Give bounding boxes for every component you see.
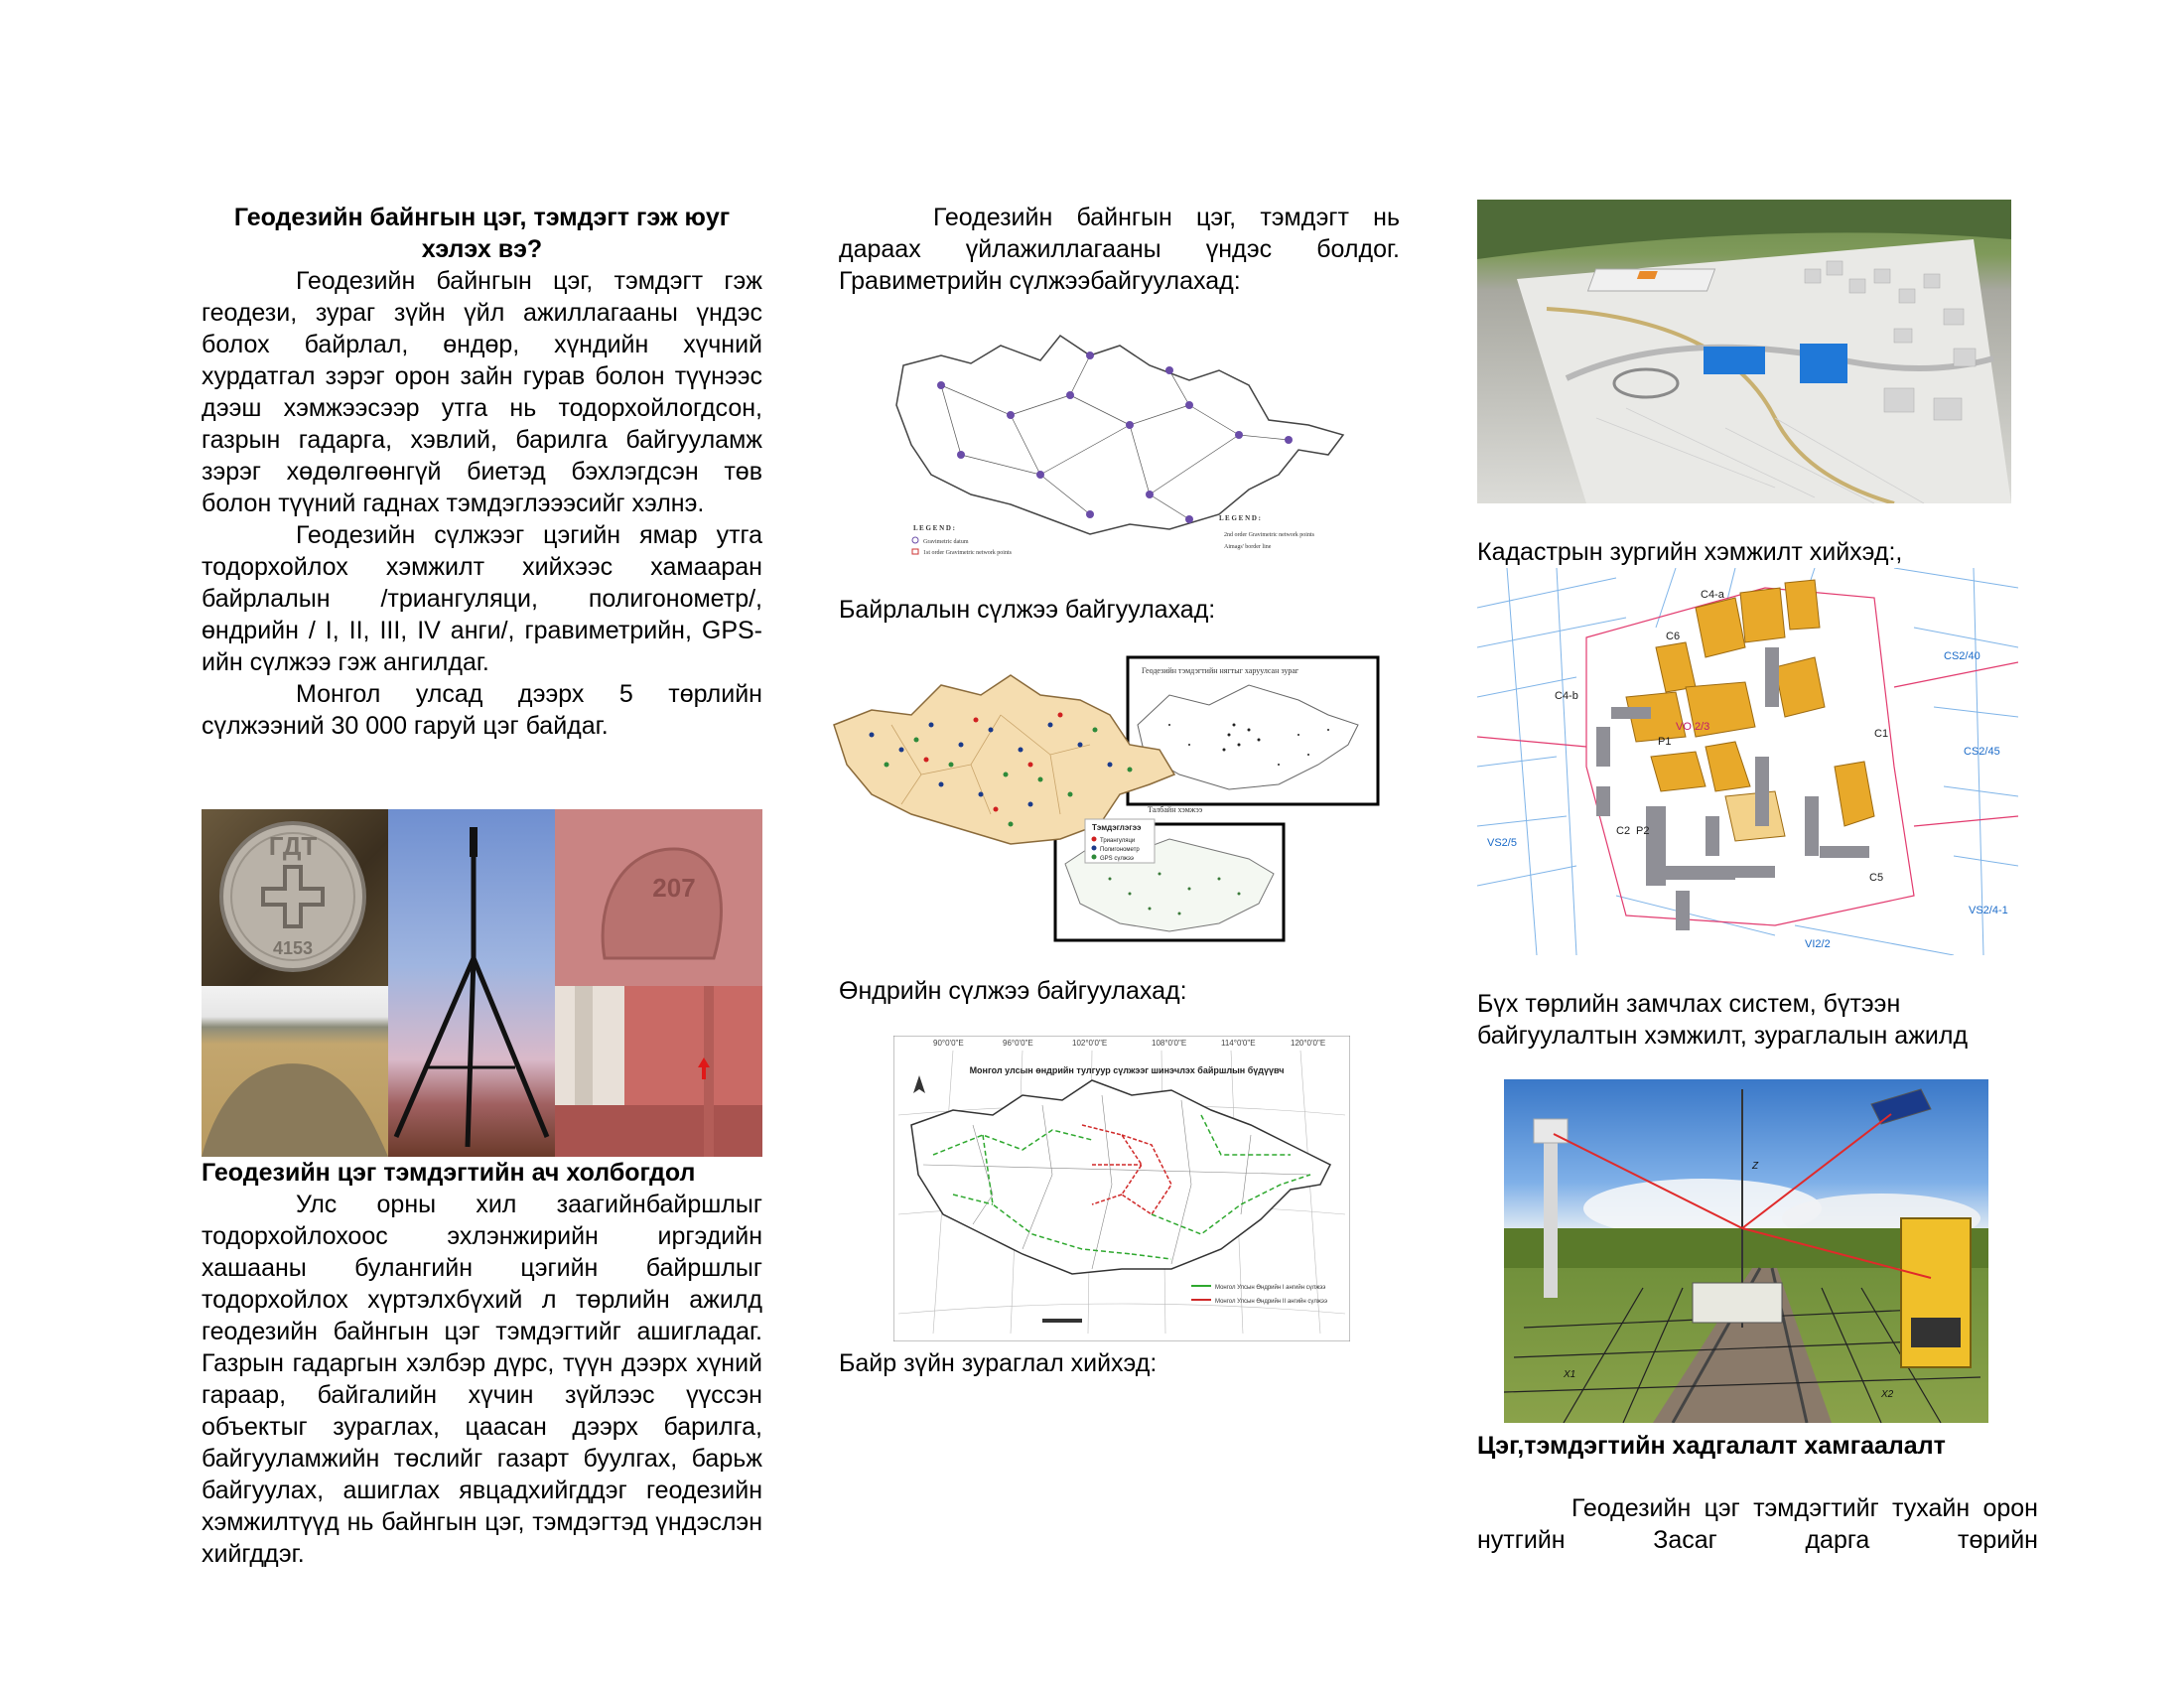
rail-label-x2: X2 — [1881, 1389, 1894, 1400]
photo-collage — [202, 809, 762, 1157]
paragraph-point-count: Монгол улсад дээрх 5 төрлийн сүлжээний 30 000 гаруй цэг байдаг. — [202, 680, 762, 740]
gravimetric-map-graphic — [891, 326, 1358, 562]
cadastral-map-graphic — [1477, 568, 2018, 955]
building-graphic — [555, 986, 762, 1157]
height-map-title: Монгол улсын өндрийн тулгуур сүлжээг шинэчлэх байршлын бүдүүвч — [969, 1065, 1285, 1075]
lon-label-2: 96°0'0"E — [1003, 1039, 1033, 1048]
section-heading-what-is: Геодезийн байнгын цэг, тэмдэгт гэж юуг хэлэх вэ? — [233, 204, 731, 263]
lon-label-3: 102°0'0"E — [1072, 1039, 1108, 1048]
building-marker-photo — [555, 986, 762, 1157]
cad-label-c2: C2 — [1616, 825, 1631, 837]
paragraph-protection: Геодезийн цэг тэмдэгтийг тухайн орон нутгийн Засаг дарга төрийн — [1477, 1494, 2038, 1554]
cadastral-map — [1477, 568, 2018, 955]
caption-systems: Бүх төрлийн замчлах систем, бүтээн байгуулалтын хэмжилт, зураглалын ажилд — [1477, 990, 1969, 1050]
railway-survey-graphic — [1504, 1079, 1988, 1423]
cad-label-c4b: C4-b — [1555, 690, 1578, 702]
position-maps-graphic — [832, 655, 1383, 943]
red-marker-photo — [555, 809, 762, 986]
height-legend-second: Монгол Улсын Өндрийн II ангийн сүлжээ — [1215, 1299, 1328, 1305]
disk-label-number: 4153 — [272, 938, 314, 958]
tripod-photo — [388, 809, 555, 1157]
section-heading-importance: Геодезийн цэг тэмдэгтийн ач холбогдол — [202, 1159, 696, 1187]
cad-label-cs2-45: CS2/45 — [1964, 746, 2000, 758]
caption-topographic-survey: Байр зүйн зураглал хийхэд: — [839, 1349, 1158, 1377]
mini-legend-item-3: GPS сүлжээ — [1100, 856, 1134, 862]
column-left — [202, 202, 762, 742]
scale-bar — [1042, 1319, 1082, 1323]
legend-title-right: L E G E N D : — [1219, 514, 1262, 522]
legend-title-left: L E G E N D : — [913, 524, 956, 532]
section-heading-protection: Цэг,тэмдэгтийн хадгалалт хамгаалалт — [1477, 1432, 1946, 1460]
lon-label-6: 120°0'0"E — [1291, 1039, 1326, 1048]
construction-render-graphic — [1477, 200, 2011, 503]
height-map-graphic — [893, 1036, 1350, 1341]
mini-legend-item-1: Триангуляци — [1100, 838, 1136, 844]
legend-gravimetric-datum: Gravimetric datum — [923, 539, 969, 545]
mini-legend-item-2: Полигонометр — [1100, 847, 1140, 853]
cad-label-c6: C6 — [1666, 631, 1681, 642]
cad-label-vi2-2: VI2/2 — [1805, 938, 1831, 950]
legend-second-order: 2nd order Gravimetric network points — [1224, 532, 1314, 538]
disk-label-top: ГДТ — [268, 831, 318, 861]
cad-label-c4a: C4-a — [1701, 589, 1724, 601]
mini-legend-title: Тэмдэглэгээ — [1092, 823, 1142, 832]
cad-label-vs2-5: VS2/5 — [1487, 837, 1517, 849]
tripod-graphic — [388, 809, 555, 1157]
construction-render-photo — [1477, 200, 2011, 503]
caption-position-network: Байрлалын сүлжээ байгуулахад: — [839, 596, 1216, 624]
cad-label-p2: P2 — [1636, 825, 1650, 837]
benchmark-disk-photo — [202, 809, 388, 986]
cad-label-c1: C1 — [1874, 728, 1889, 740]
inset-title: Геодезийн тэмдэгтийн нягтыг харуулсан зураг — [1142, 666, 1299, 675]
rail-label-x1: X1 — [1564, 1369, 1576, 1380]
paragraph-network-types: Геодезийн сүлжээг цэгийн ямар утга тодорхойлох хэмжилт хийхээс хамааран байрлалын /триангуляци, полигонометр/, өндрийн / I, II, III, IV анги/, гравиметрийн, GPS-ийн сүлжээ гэж ангилдаг. — [202, 521, 762, 676]
height-legend-first: Монгол Улсын Өндрийн I ангийн сүлжээ — [1215, 1285, 1326, 1291]
lon-label-1: 90°0'0"E — [933, 1039, 964, 1048]
gravimetric-network-map — [891, 326, 1358, 562]
caption-height-network: Өндрийн сүлжээ байгуулахад: — [839, 977, 1187, 1005]
caption-cadastre: Кадастрын зургийн хэмжилт хийхэд:, — [1477, 538, 1903, 566]
lon-label-4: 108°0'0"E — [1152, 1039, 1187, 1048]
legend-aimag-border: Aimags' border line — [1224, 544, 1272, 550]
benchmark-disk-graphic — [202, 809, 388, 986]
cad-label-cs2-40: CS2/40 — [1944, 650, 1980, 662]
cad-label-p1: P1 — [1658, 736, 1672, 748]
cad-label-c5: C5 — [1869, 872, 1884, 884]
legend-first-order: 1st order Gravimetric network points — [923, 550, 1012, 556]
mound-photo — [202, 986, 388, 1157]
rail-label-z: Z — [1752, 1161, 1759, 1172]
cad-label-vs2-4-1: VS2/4-1 — [1969, 905, 2008, 916]
height-network-map — [893, 1036, 1350, 1341]
inset-subtitle: Талбайн хэмжээ — [1148, 805, 1203, 814]
railway-survey-photo — [1504, 1079, 1988, 1423]
column-left-lower — [202, 1157, 762, 1570]
lon-label-5: 114°0'0"E — [1221, 1039, 1256, 1048]
red-marker-graphic — [555, 809, 762, 986]
mound-graphic — [202, 986, 388, 1157]
paragraph-definition: Геодезийн байнгын цэг, тэмдэгт гэж геодези, зураг зүйн үйл ажиллагааны үндэс болох байрлал, өндөр, хүндийн хүчний хурдатгал зэрэг орон зайн гурав болон түүнээс дээш хэмжээсээр утга нь тодорхойлогдсон, газрын гадарга, хэвлий, барилга байгууламж зэрэг хөдөлгөөнгүй биетэд бэхлэгдсэн төв болон түүний гаднах тэмдэглэээсийг хэлнэ. — [202, 267, 762, 517]
column-middle-intro: Геодезийн байнгын цэг, тэмдэгт нь дараах үйлажиллагааны үндэс болдог. Гравиметрийн сүлжээбайгуулахад: — [839, 204, 1400, 295]
cad-label-vo23: VO 2/3 — [1676, 721, 1710, 733]
paragraph-importance: Улс орны хил заагийнбайршлыг тодорхойлохоос эхлэнжирийн иргэдийн хашааны булангийн цэгийн байршлыг тодорхойлох хүртэлхбүхий л төрлийн ажилд геодезийн байнгын цэг тэмдэгтийг ашигладаг. Газрын гадаргын хэлбэр дүрс, түүн дээрх хүний гараар, байгалийн хүчин зүйлээс үүссэн объектыг зураглах, цаасан дээрх барилга, байгууламжийн төслийг газарт буулгах, барьж байгуулах, ашиглах явцадхийгддэг геодезийн хэмжилтүүд нь байнгын цэг, тэмдэгтэд үндэслэн хийгддэг. — [202, 1191, 762, 1568]
position-network-maps — [832, 655, 1383, 943]
marker-number: 207 — [652, 873, 696, 903]
